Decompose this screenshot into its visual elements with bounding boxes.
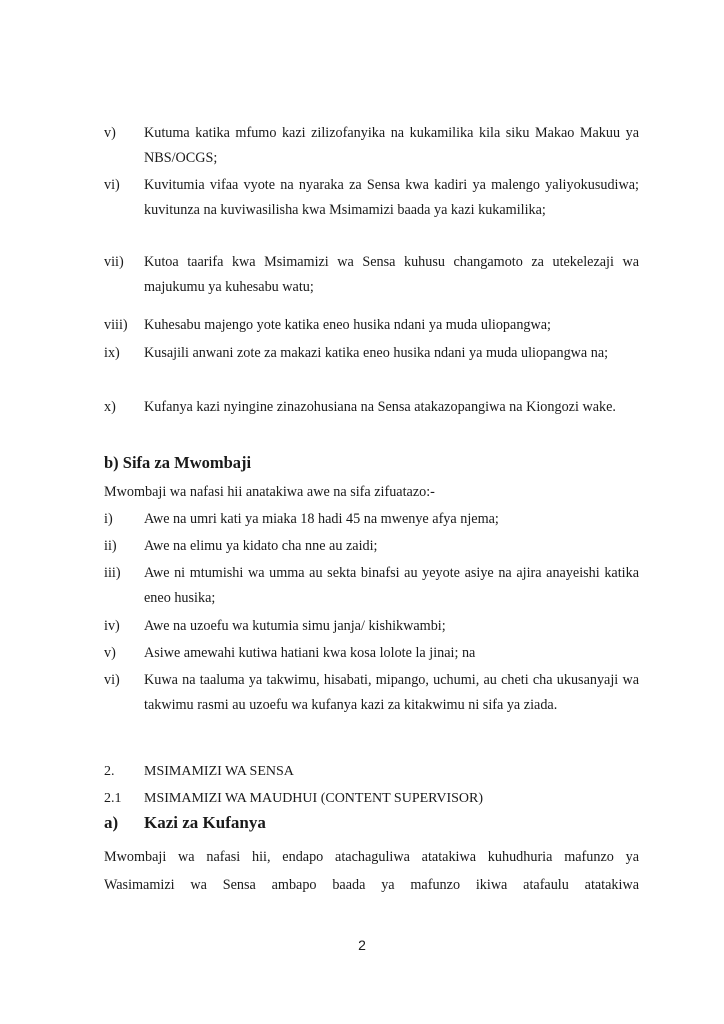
list-item-number: ix) bbox=[104, 345, 120, 361]
list-item bbox=[104, 341, 639, 366]
section-number: 2. bbox=[104, 764, 115, 779]
list-item-number: vi) bbox=[104, 672, 120, 688]
list-item bbox=[104, 614, 639, 639]
section-intro: Mwombaji wa nafasi hii anatakiwa awe na sifa zifuatazo:- bbox=[104, 484, 435, 500]
subsection-title: Kazi za Kufanya bbox=[144, 813, 266, 832]
list-item bbox=[104, 121, 639, 171]
list-item-text: Kufanya kazi nyingine zinazohusiana na Sensa atakazopangiwa na Kiongozi wake. bbox=[144, 399, 616, 415]
page-number: 2 bbox=[358, 937, 366, 953]
paragraph-line: Mwombaji wa nafasi hii, endapo atachaguliwa atatakiwa kuhudhuria mafunzo ya bbox=[104, 849, 639, 865]
list-item-number: viii) bbox=[104, 317, 128, 333]
subsection-letter: a) bbox=[104, 813, 119, 832]
section-2-1-heading bbox=[104, 789, 483, 809]
list-item-text: Kutoa taarifa kwa Msimamizi wa Sensa kuhusu changamoto za utekelezaji wa majukumu ya kuhesabu watu; bbox=[144, 254, 639, 295]
list-item bbox=[104, 507, 639, 532]
list-item-number: iv) bbox=[104, 618, 120, 634]
list-item-number: ii) bbox=[104, 538, 117, 554]
list-item-text: Awe ni mtumishi wa umma au sekta binafsi au yeyote asiye na ajira anayeishi katika eneo husika; bbox=[144, 565, 639, 606]
section-title: MSIMAMIZI WA SENSA bbox=[144, 764, 294, 779]
list-item-text: Awe na umri kati ya miaka 18 hadi 45 na mwenye afya njema; bbox=[144, 511, 499, 527]
list-item-text: Kuhesabu majengo yote katika eneo husika ndani ya muda uliopangwa; bbox=[144, 317, 551, 333]
section-title: MSIMAMIZI WA MAUDHUI (CONTENT SUPERVISOR) bbox=[144, 791, 484, 806]
list-item bbox=[104, 395, 639, 420]
list-item bbox=[104, 534, 639, 559]
list-item-text: Awe na elimu ya kidato cha nne au zaidi; bbox=[144, 538, 378, 554]
list-item-number: vii) bbox=[104, 254, 124, 270]
paragraph-line: Wasimamizi wa Sensa ambapo baada ya mafunzo ikiwa atafaulu atatakiwa bbox=[104, 877, 639, 893]
list-item bbox=[104, 173, 639, 223]
list-item bbox=[104, 250, 639, 300]
list-item bbox=[104, 313, 639, 338]
list-item bbox=[104, 641, 639, 666]
list-item-text: Kusajili anwani zote za makazi katika eneo husika ndani ya muda uliopangwa na; bbox=[144, 345, 609, 361]
list-item-text: Asiwe amewahi kutiwa hatiani kwa kosa lolote la jinai; na bbox=[144, 645, 476, 661]
list-item-text: Kuwa na taaluma ya takwimu, hisabati, mipango, uchumi, au cheti cha ukusanyaji wa takwimu rasmi au uzoefu wa kufanya kazi za kitakwimu ni sifa ya ziada. bbox=[144, 672, 639, 713]
section-heading: b) Sifa za Mwombaji bbox=[104, 453, 252, 472]
list-item-text: Awe na uzoefu wa kutumia simu janja/ kishikwambi; bbox=[144, 618, 446, 634]
section-2-heading bbox=[104, 762, 294, 782]
list-item-number: iii) bbox=[104, 565, 121, 581]
list-item-text: Kutuma katika mfumo kazi zilizofanyika na kukamilika kila siku Makao Makuu ya NBS/OCGS; bbox=[144, 125, 639, 166]
list-item bbox=[104, 668, 639, 718]
list-item-text: Kuvitumia vifaa vyote na nyaraka za Sensa kwa kadiri ya malengo yaliyokusudiwa; kuvitunza na kuviwasilisha kwa Msimamizi baada ya kazi kukamilika; bbox=[144, 177, 639, 218]
subsection-heading bbox=[104, 813, 266, 835]
list-item-number: x) bbox=[104, 399, 116, 415]
list-item bbox=[104, 561, 639, 611]
list-item-number: i) bbox=[104, 511, 113, 527]
list-item-number: vi) bbox=[104, 177, 120, 193]
list-item-number: v) bbox=[104, 125, 116, 141]
list-item-number: v) bbox=[104, 645, 116, 661]
section-number: 2.1 bbox=[104, 791, 122, 806]
